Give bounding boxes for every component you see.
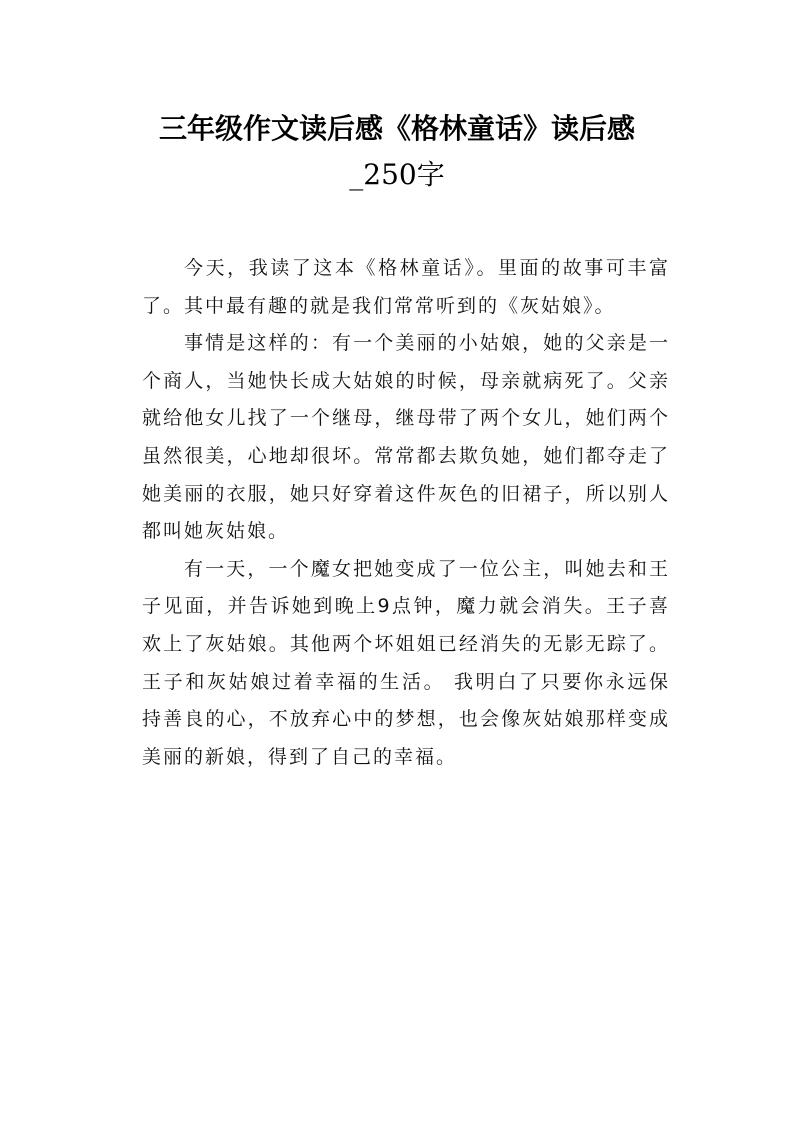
title-line-2: _250字 [349, 158, 445, 191]
paragraph-2: 事情是这样的：有一个美丽的小姑娘，她的父亲是一个商人，当她快长成大姑娘的时候，母亲就病死了。父亲就给他女儿找了一个继母，继母带了两个女儿，她们两个虽然很美，心地却很坏。常常都去欺负她，她们都夺走了她美丽的衣服，她只好穿着这件灰色的旧裙子，所以别人都叫她灰姑娘。 [142, 332, 670, 543]
document-title [100, 106, 694, 198]
paragraph-1: 今天，我读了这本《格林童话》。里面的故事可丰富了。其中最有趣的就是我们常常听到的《灰姑娘》。 [142, 257, 670, 317]
title-line-1: 三年级作文读后感《格林童话》读后感 [158, 112, 635, 145]
document-body [142, 250, 670, 776]
paragraph-3: 有一天，一个魔女把她变成了一位公主，叫她去和王子见面，并告诉她到晚上9点钟，魔力就会消失。王子喜欢上了灰姑娘。其他两个坏姐姐已经消失的无影无踪了。王子和灰姑娘过着幸福的生活。 我明白了只要你永远保持善良的心，不放弃心中的梦想，也会像灰姑娘那样变成美丽的新娘，得到了自己的幸福。 [142, 557, 670, 768]
